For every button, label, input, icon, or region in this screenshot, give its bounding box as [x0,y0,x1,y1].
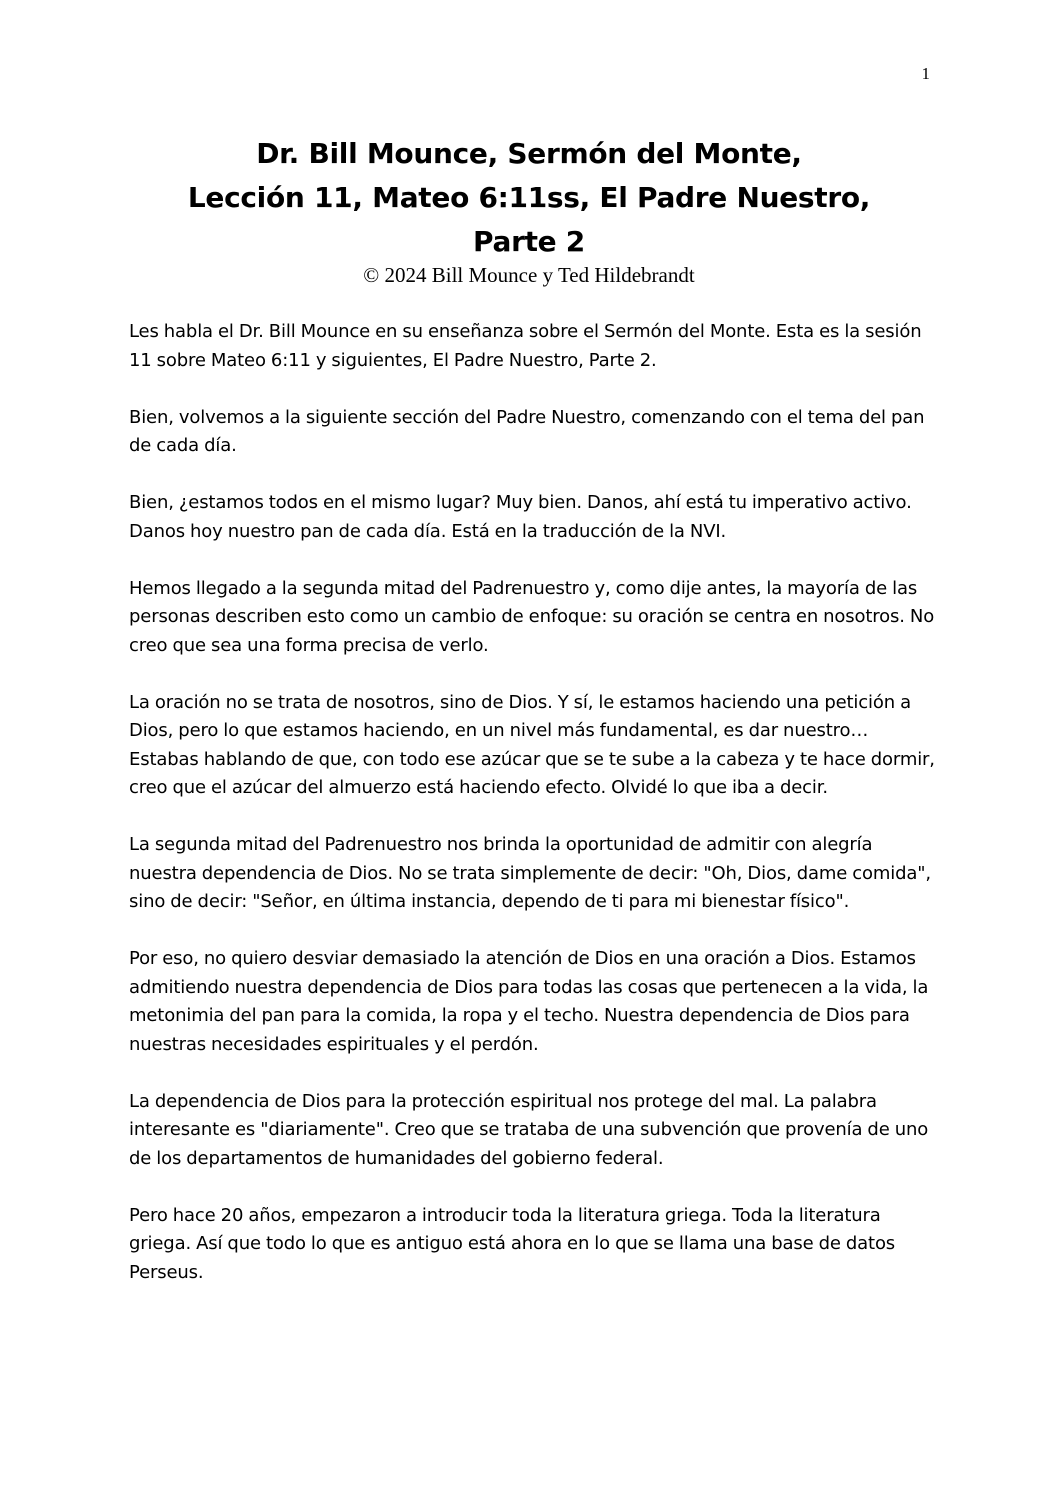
document-title-line-2: Lección 11, Mateo 6:11ss, El Padre Nuestro, [187,181,871,214]
paragraph-5: La oración no se trata de nosotros, sino de Dios. Y sí, le estamos haciendo una petición a Dios, pero lo que estamos haciendo, en un nivel más fundamental, es dar nuestro… Estabas hablando de que, con todo ese azúcar que se te sube a la cabeza y te hace dormir, creo que el azúcar del almuerzo está haciendo efecto. Olvidé lo que iba a decir. [129,691,935,798]
paragraph-9: Pero hace 20 años, empezaron a introducir toda la literatura griega. Toda la literatura griega. Así que todo lo que es antiguo está ahora en lo que se llama una base de datos Perseus. [129,1204,896,1283]
document-header [0,132,1058,288]
document-title-line-3: Parte 2 [473,225,585,258]
paragraph-7: Por eso, no quiero desviar demasiado la atención de Dios en una oración a Dios. Estamos admitiendo nuestra dependencia de Dios para todas las cosas que pertenecen a la vida, la metonimia del pan para la comida, la ropa y el techo. Nuestra dependencia de Dios para nuestras necesidades espirituales y el perdón. [129,948,929,1055]
paragraph-4: Hemos llegado a la segunda mitad del Padrenuestro y, como dije antes, la mayoría de las personas describen esto como un cambio de enfoque: su oración se centra en nosotros. No creo que sea una forma precisa de verlo. [129,577,935,656]
paragraph-1: Les habla el Dr. Bill Mounce en su enseñanza sobre el Sermón del Monte. Esta es la sesión 11 sobre Mateo 6:11 y siguientes, El Padre Nuestro, Parte 2. [129,321,922,371]
paragraph-6: La segunda mitad del Padrenuestro nos brinda la oportunidad de admitir con alegría nuestra dependencia de Dios. No se trata simplemente de decir: "Oh, Dios, dame comida", sino de decir: "Señor, en última instancia, dependo de ti para mi bienestar físico". [129,834,931,912]
page-number: 1 [921,64,930,83]
paragraph-8: La dependencia de Dios para la protección espiritual nos protege del mal. La palabra interesante es "diariamente". Creo que se trataba de una subvención que provenía de uno de los departamentos de humanidades del gobierno federal. [129,1090,929,1169]
paragraph-2: Bien, volvemos a la siguiente sección del Padre Nuestro, comenzando con el tema del pan de cada día. [129,406,925,456]
document-body [129,318,937,1316]
copyright-notice: © 2024 Bill Mounce y Ted Hildebrandt [363,263,695,287]
paragraph-3: Bien, ¿estamos todos en el mismo lugar? Muy bien. Danos, ahí está tu imperativo activo. Danos hoy nuestro pan de cada día. Está en la traducción de la NVI. [129,492,912,542]
document-title-line-1: Dr. Bill Mounce, Sermón del Monte, [256,137,802,170]
